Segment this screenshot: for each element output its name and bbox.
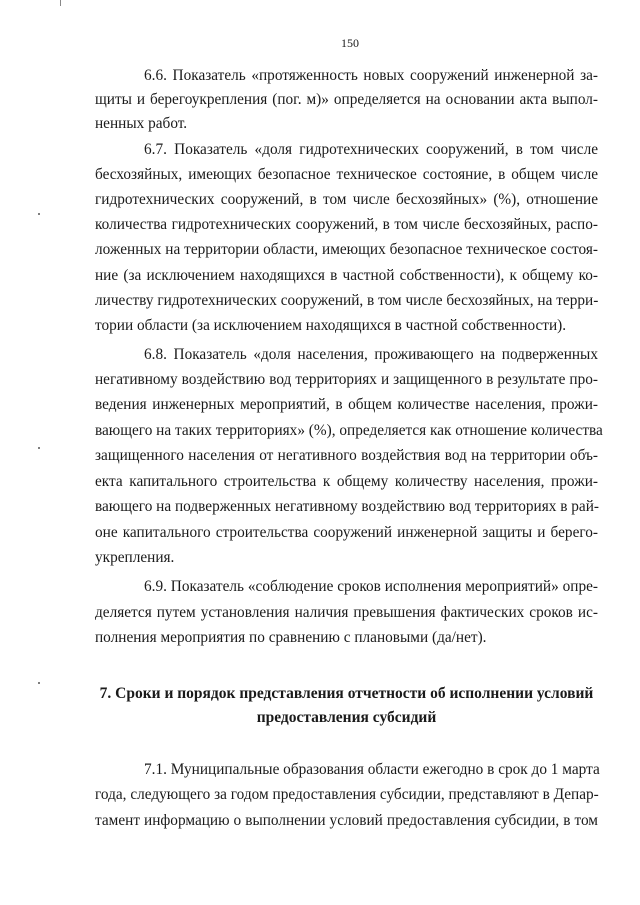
paragraph-line: 7.1. Муниципальные образования области ежегодно в срок до 1 марта bbox=[144, 761, 600, 778]
paragraph-line: тории области (за исключением находящихся в частной собственности). bbox=[95, 317, 567, 334]
paragraph-line: количества гидротехнических сооружений, в том числе бесхозяйных, распо- bbox=[95, 216, 598, 233]
paragraph-line: полнения мероприятия по сравнению с плановыми (да/нет). bbox=[95, 629, 487, 646]
paragraph-line: вающего на таких территориях» (%), определяется как отношение количества bbox=[95, 422, 603, 439]
scan-dot bbox=[38, 447, 40, 449]
section-heading: 7. Сроки и порядок представления отчетности об исполнении условий bbox=[99, 685, 594, 702]
paragraph-line: защищенного населения от негативного воздействия вод на территории объ- bbox=[95, 447, 598, 464]
paragraph-line: 6.9. Показатель «соблюдение сроков исполнения мероприятий» опре- bbox=[144, 578, 598, 595]
page-number: 150 bbox=[341, 36, 359, 50]
paragraph-line: тамент информацию о выполнении условий предоставления субсидии, в том bbox=[95, 812, 598, 829]
scan-dot bbox=[38, 682, 40, 684]
paragraph-line: деляется путем установления наличия превышения фактических сроков ис- bbox=[95, 604, 598, 621]
scan-dot bbox=[38, 213, 40, 215]
paragraph-line: негативному воздействию вод территориях и защищенного в результате про- bbox=[95, 371, 598, 388]
paragraph-line: екта капитального строительства к общему количеству населения, прожи- bbox=[95, 473, 598, 490]
paragraph-line: года, следующего за годом предоставления субсидии, представляют в Депар- bbox=[95, 786, 599, 803]
paragraph-line: личеству гидротехнических сооружений, в том числе бесхозяйных, на терри- bbox=[95, 292, 599, 309]
paragraph-line: 6.8. Показатель «доля населения, проживающего на подверженных bbox=[144, 346, 598, 363]
paragraph-line: ведения инженерных мероприятий, в общем количестве населения, прожи- bbox=[95, 396, 598, 413]
paragraph-line: укрепления. bbox=[95, 549, 175, 566]
paragraph-line: оне капитального строительства сооружений инженерной защиты и берего- bbox=[95, 524, 598, 541]
paragraph-line: щиты и берегоукрепления (пог. м)» определяется на основании акта выпол- bbox=[95, 91, 598, 108]
scan-edge-mark bbox=[60, 0, 61, 6]
paragraph-line: 6.7. Показатель «доля гидротехнических сооружений, в том числе bbox=[144, 141, 598, 158]
paragraph-line: бесхозяйных, имеющих безопасное техническое состояние, в общем числе bbox=[95, 166, 598, 183]
paragraph-line: вающего на подверженных негативному воздействию вод территориях в рай- bbox=[95, 498, 599, 515]
section-heading: предоставления субсидий bbox=[256, 709, 437, 726]
paragraph-line: ненных работ. bbox=[95, 115, 188, 132]
paragraph-line: гидротехнических сооружений, в том числе бесхозяйных» (%), отношение bbox=[95, 191, 598, 208]
paragraph-line: ние (за исключением находящихся в частной собственности), к общему ко- bbox=[95, 267, 598, 284]
paragraph-line: ложенных на территории области, имеющих безопасное техническое состоя- bbox=[95, 241, 598, 258]
paragraph-line: 6.6. Показатель «протяженность новых сооружений инженерной за- bbox=[144, 67, 598, 84]
